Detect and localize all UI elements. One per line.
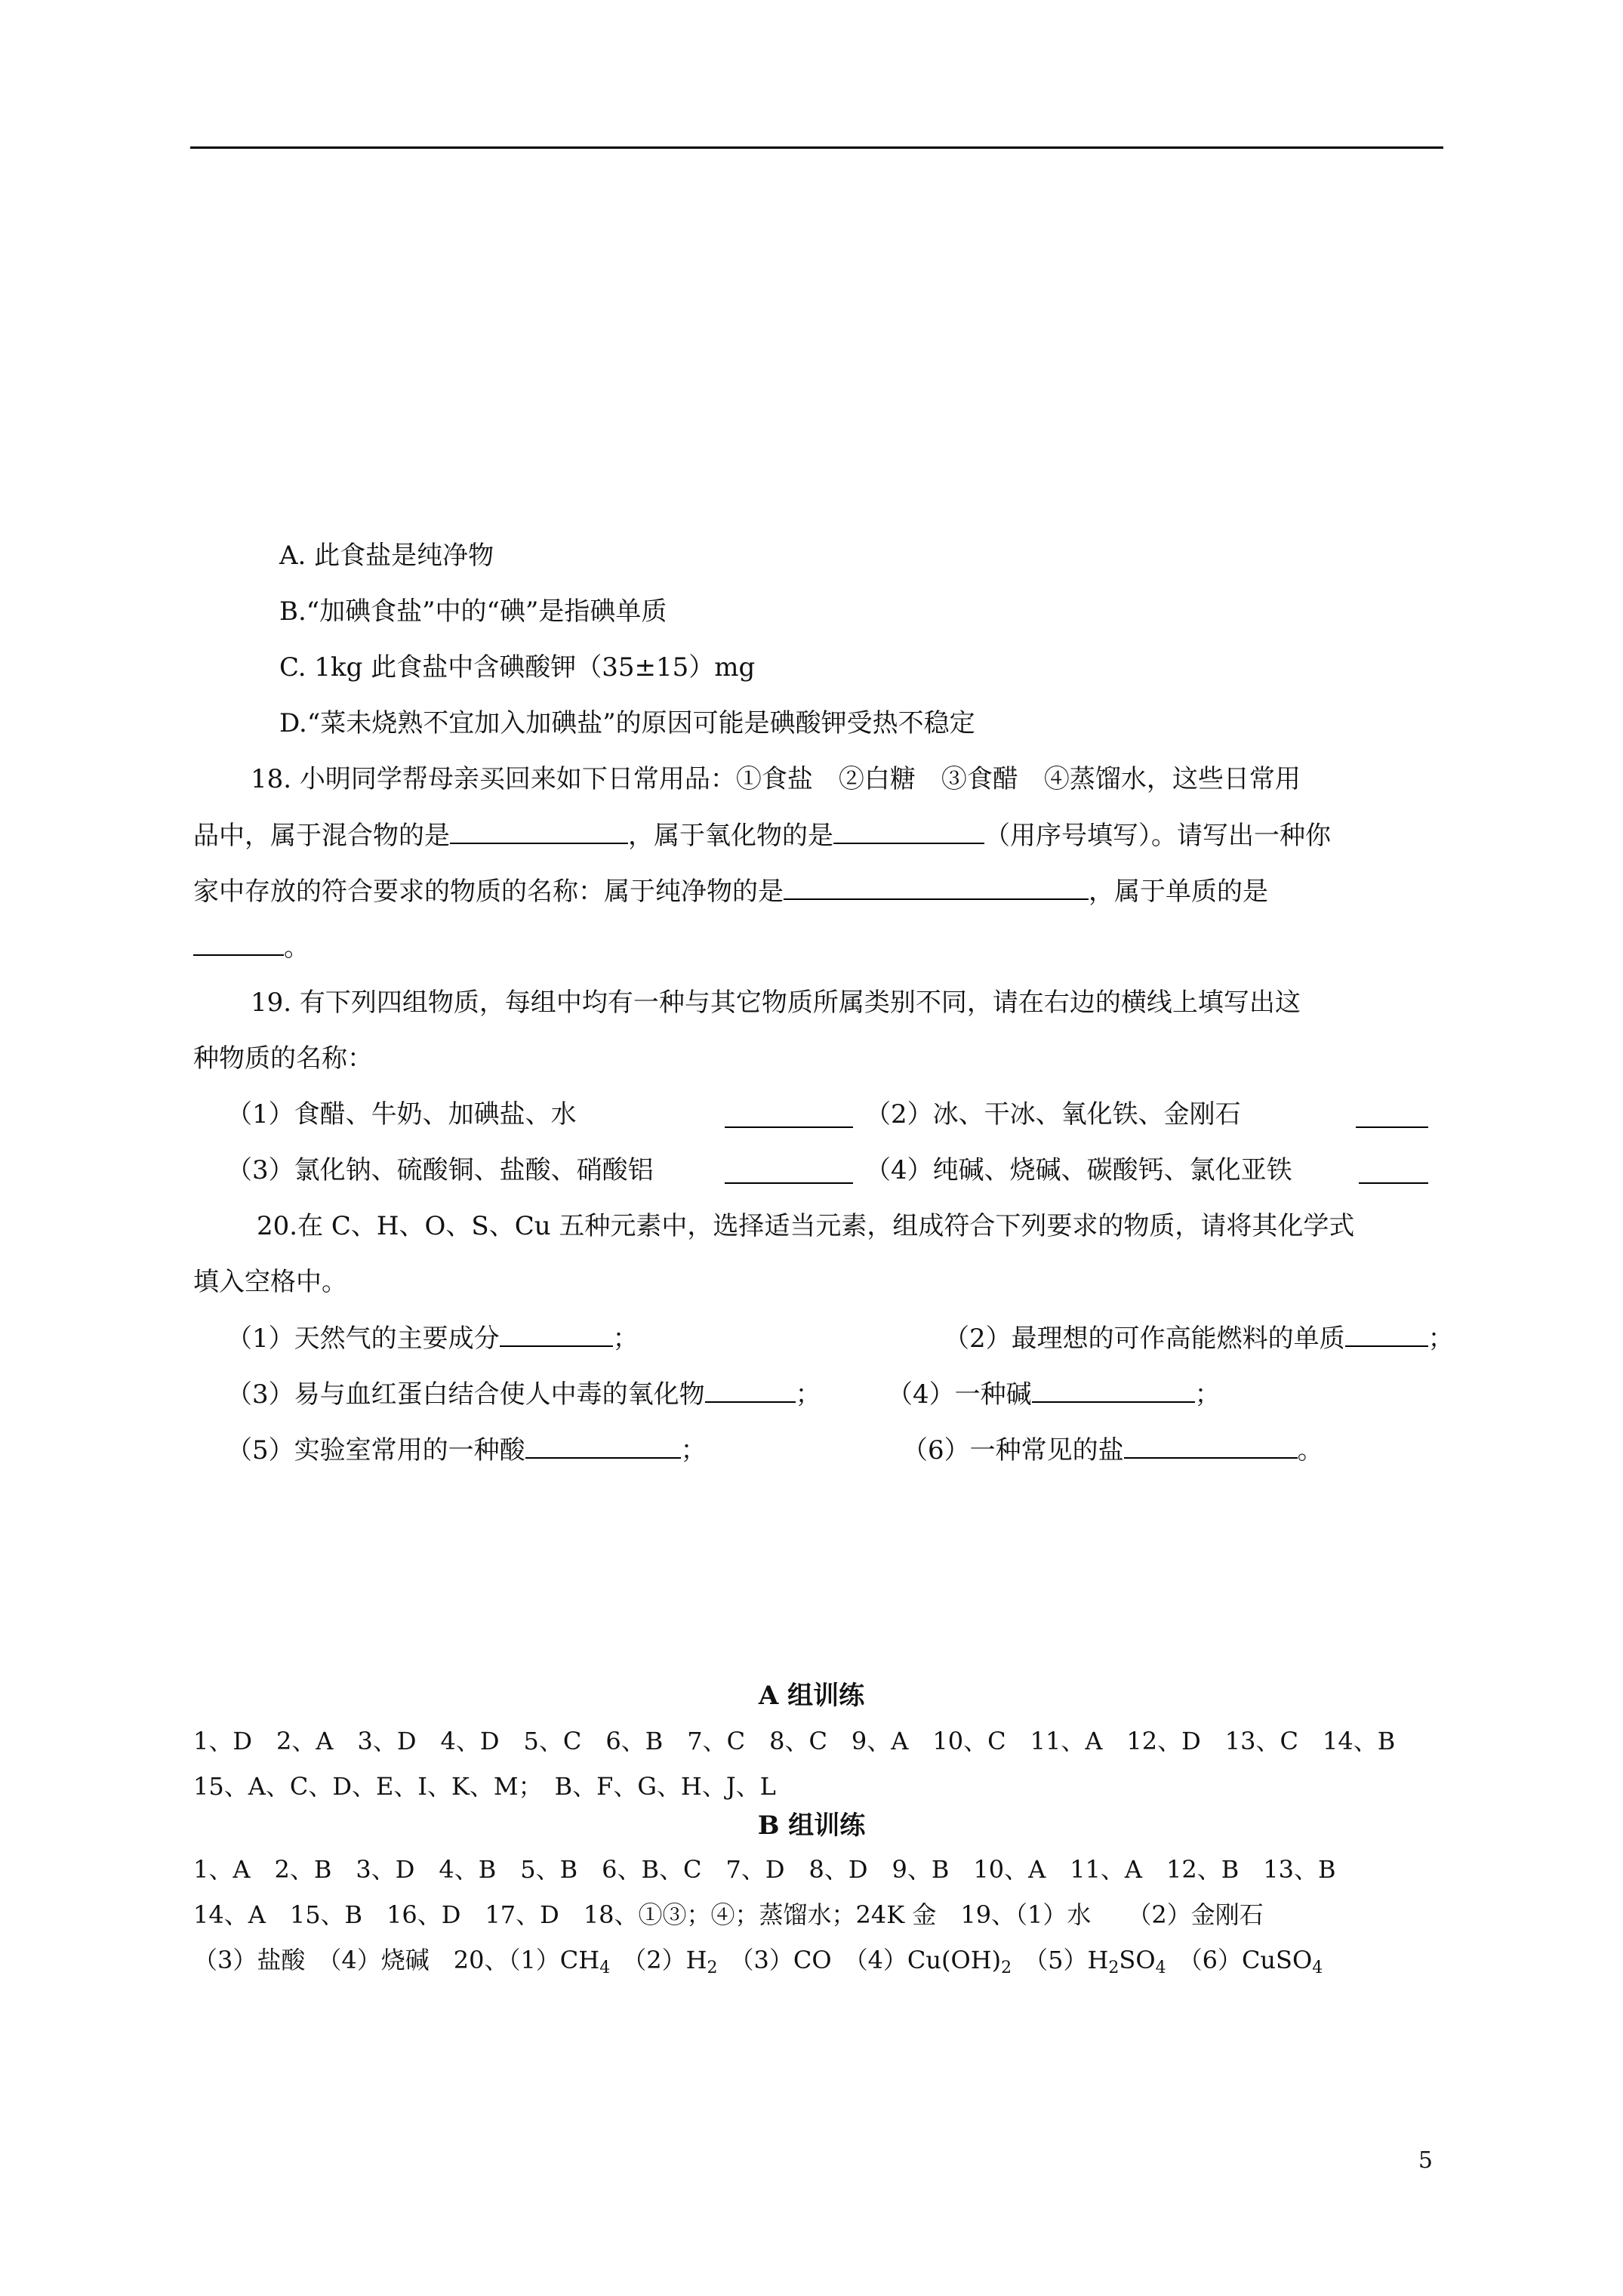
- q18-blank-mixture[interactable]: [450, 820, 628, 844]
- q20-semi-1: ；: [612, 1324, 639, 1354]
- answers-b-line1: 1、A 2、B 3、D 4、B 5、B 6、B、C 7、D 8、D 9、B 10、A 11、A 12、B 13、B: [193, 1855, 1336, 1884]
- q20-item5-text: （5）实验室常用的一种酸: [226, 1435, 525, 1465]
- answers-b-line3: [193, 1945, 1323, 1983]
- q20-item3: [226, 1379, 821, 1410]
- q18-text-d: 家中存放的符合要求的物质的名称：属于纯净物的是: [193, 877, 784, 907]
- q19-group1: （1）食醋、牛奶、加碘盐、水: [226, 1099, 577, 1130]
- q20-item3-text: （3）易与血红蛋白结合使人中毒的氧化物: [226, 1379, 705, 1410]
- q18-blank-oxide[interactable]: [833, 820, 984, 844]
- q18-line2: [193, 820, 1331, 851]
- answers-b-title: B 组训练: [757, 1811, 866, 1841]
- q19-blank-2[interactable]: [1356, 1104, 1428, 1128]
- q20-blank-2[interactable]: [1345, 1323, 1428, 1347]
- b3-sub5: 4: [1155, 1959, 1166, 1977]
- q18-text-b: ，属于氧化物的是: [628, 821, 833, 851]
- q19-blank-3[interactable]: [725, 1160, 853, 1184]
- b3-m1: （2）H: [610, 1946, 707, 1974]
- q20-item4: [887, 1379, 1221, 1410]
- b3-sub4: 2: [1108, 1959, 1119, 1977]
- option-a: A. 此食盐是纯净物: [279, 541, 494, 571]
- option-c: C. 1kg 此食盐中含碘酸钾（35±15）mg: [279, 652, 756, 683]
- option-d: D.“菜未烧熟不宜加入加碘盐”的原因可能是碘酸钾受热不稳定: [279, 708, 975, 738]
- q18-blank-element[interactable]: [193, 932, 284, 956]
- q19-blank-4[interactable]: [1359, 1160, 1428, 1184]
- q18-line1: 18. 小明同学帮母亲买回来如下日常用品：①食盐 ②白糖 ③食醋 ④蒸馏水，这些日常用: [251, 764, 1301, 794]
- b3-sub6: 4: [1312, 1959, 1323, 1977]
- q20-item6-text: （6）一种常见的盐: [902, 1435, 1124, 1465]
- q20-item4-text: （4）一种碱: [887, 1379, 1032, 1410]
- q20-item5: [226, 1435, 707, 1465]
- q18-line3: [193, 876, 1268, 907]
- q20-item2-text: （2）最理想的可作高能燃料的单质: [944, 1324, 1345, 1354]
- q18-text-c: （用序号填写）。请写出一种你: [984, 821, 1331, 851]
- q20-blank-3[interactable]: [705, 1379, 796, 1403]
- header-rule: [190, 146, 1443, 149]
- b3-sub2: 2: [707, 1959, 718, 1977]
- q20-semi-4: ；: [1194, 1379, 1221, 1410]
- answers-a-title: A 组训练: [758, 1681, 865, 1711]
- q20-semi-2: ；: [1427, 1324, 1454, 1354]
- q19-blank-1[interactable]: [725, 1104, 853, 1128]
- b3-pre: （3）盐酸 （4）烧碱 20、（1）CH: [193, 1946, 600, 1974]
- page-number: 5: [1418, 2147, 1433, 2174]
- q20-item6: [902, 1435, 1323, 1465]
- q19-group3: （3）氯化钠、硫酸铜、盐酸、硝酸铝: [226, 1155, 654, 1185]
- q20-item1: [226, 1323, 639, 1354]
- answers-a-line2: 15、A、C、D、E、I、K、M； B、F、G、H、J、L: [193, 1772, 776, 1801]
- answers-a-line1: 1、D 2、A 3、D 4、D 5、C 6、B 7、C 8、C 9、A 10、C 11、A 12、D 13、C 14、B: [193, 1727, 1396, 1755]
- answers-b-line2: 14、A 15、B 16、D 17、D 18、①③；④；蒸馏水；24K 金 19、（1）水 （2）金刚石: [193, 1900, 1264, 1929]
- b3-m5: （6）CuSO: [1166, 1946, 1313, 1974]
- q19-line1: 19. 有下列四组物质，每组中均有一种与其它物质所属类别不同，请在右边的横线上填写出这: [251, 988, 1301, 1018]
- q19-line2: 种物质的名称：: [193, 1043, 373, 1074]
- q18-text-e: ，属于单质的是: [1089, 877, 1268, 907]
- option-b: B.“加碘食盐”中的“碘”是指碘单质: [279, 596, 667, 627]
- q20-end: 。: [1297, 1435, 1323, 1465]
- b3-m4: SO: [1119, 1946, 1156, 1974]
- q18-end: 。: [284, 932, 310, 963]
- q20-semi-3: ；: [795, 1379, 821, 1410]
- q20-blank-1[interactable]: [500, 1323, 613, 1347]
- q18-line4: [193, 932, 310, 963]
- q20-line2: 填入空格中。: [193, 1267, 347, 1297]
- q20-semi-5: ；: [680, 1435, 707, 1465]
- q20-blank-6[interactable]: [1124, 1435, 1298, 1459]
- q19-group4: （4）纯碱、烧碱、碳酸钙、氯化亚铁: [865, 1155, 1292, 1185]
- b3-sub1: 4: [599, 1959, 611, 1977]
- q20-item2: [944, 1323, 1454, 1354]
- q18-blank-pure[interactable]: [784, 876, 1089, 900]
- q18-text-a: 品中，属于混合物的是: [193, 821, 450, 851]
- q20-blank-4[interactable]: [1032, 1379, 1195, 1403]
- q20-line1: 20.在 C、H、O、S、Cu 五种元素中，选择适当元素，组成符合下列要求的物质，请将其化学式: [257, 1211, 1355, 1241]
- b3-sub3: 2: [1001, 1959, 1012, 1977]
- b3-m3: （5）H: [1012, 1946, 1109, 1974]
- q20-item1-text: （1）天然气的主要成分: [226, 1324, 500, 1354]
- q19-group2: （2）冰、干冰、氧化铁、金刚石: [865, 1099, 1241, 1130]
- b3-m2: （3）CO （4）Cu(OH): [717, 1946, 1002, 1974]
- q20-blank-5[interactable]: [525, 1435, 681, 1459]
